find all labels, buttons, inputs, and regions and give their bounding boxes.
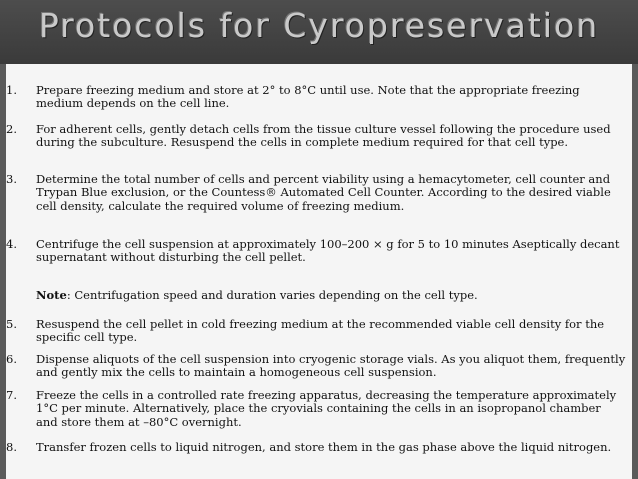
note-label: Note xyxy=(36,288,67,302)
step-number: 5. xyxy=(6,317,17,331)
step-text: Resuspend the cell pellet in cold freezing medium at the recommended viable cell density for the specific cell type. xyxy=(36,317,605,345)
step-number: 8. xyxy=(6,440,17,454)
step-number: 1. xyxy=(6,83,17,97)
step-number: 2. xyxy=(6,122,17,136)
step-number: 4. xyxy=(6,237,17,251)
step-text: Freeze the cells in a controlled rate freezing apparatus, decreasing the temperature approximately 1°C per minute. Alternatively, place the cryovials containing the cells in an isopropanol chamber and store them at –80°C overnight. xyxy=(36,388,617,429)
step-text: Dispense aliquots of the cell suspension into cryogenic storage vials. As you aliquot them, frequently and gently mix the cells to maintain a homogeneous cell suspension. xyxy=(36,352,626,380)
slide-content xyxy=(6,64,632,479)
step-text: Determine the total number of cells and percent viability using a hemacytometer, cell counter and Trypan Blue exclusion, or the Countess® Automated Cell Counter. According to the desired viable cell density, calculate the required volume of freezing medium. xyxy=(36,172,611,213)
step-text: Centrifuge the cell suspension at approximately 100–200 × g for 5 to 10 minutes Aseptically decant supernatant without disturbing the cell pellet. xyxy=(36,237,620,265)
slide-title: Protocols for Cyropreservation xyxy=(38,6,600,45)
note-text: : Centrifugation speed and duration varies depending on the cell type. xyxy=(66,288,478,302)
step-number: 7. xyxy=(6,388,17,402)
slide-header xyxy=(0,0,638,64)
step-number: 3. xyxy=(6,172,17,186)
right-border xyxy=(632,64,638,479)
step-text: Transfer frozen cells to liquid nitrogen, and store them in the gas phase above the liquid nitrogen. xyxy=(36,440,612,454)
step-number: 6. xyxy=(6,352,17,366)
step-text: Prepare freezing medium and store at 2° to 8°C until use. Note that the appropriate freezing medium depends on the cell line. xyxy=(36,83,580,111)
step-text: For adherent cells, gently detach cells from the tissue culture vessel following the procedure used during the subculture. Resuspend the cells in complete medium required for that cell type. xyxy=(36,122,611,150)
